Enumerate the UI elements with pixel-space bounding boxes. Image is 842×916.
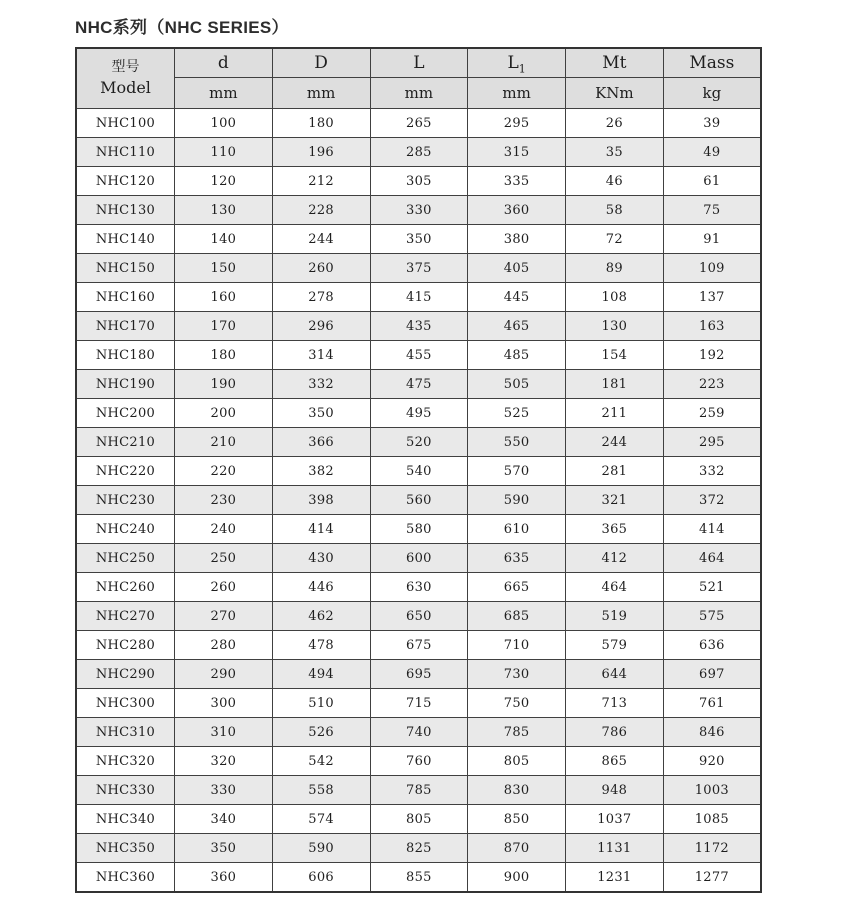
value-cell: 590 [272, 834, 370, 863]
value-cell: 550 [468, 428, 566, 457]
value-cell: 415 [370, 283, 468, 312]
value-cell: 89 [566, 254, 664, 283]
value-cell: 1131 [566, 834, 664, 863]
model-cell: NHC270 [76, 602, 175, 631]
value-cell: 636 [663, 631, 761, 660]
value-cell: 270 [175, 602, 273, 631]
value-cell: 75 [663, 196, 761, 225]
table-row-nhc320 [76, 747, 761, 776]
table-row-nhc130 [76, 196, 761, 225]
column-header-model [76, 48, 175, 109]
table-row-nhc210 [76, 428, 761, 457]
value-cell: 244 [566, 428, 664, 457]
table-row-nhc150 [76, 254, 761, 283]
value-cell: 46 [566, 167, 664, 196]
model-cell: NHC250 [76, 544, 175, 573]
value-cell: 332 [272, 370, 370, 399]
value-cell: 180 [272, 109, 370, 138]
column-label-mt: Mt [566, 48, 664, 78]
model-cell: NHC210 [76, 428, 175, 457]
table-row-nhc180 [76, 341, 761, 370]
model-cell: NHC220 [76, 457, 175, 486]
value-cell: 315 [468, 138, 566, 167]
value-cell: 494 [272, 660, 370, 689]
value-cell: 519 [566, 602, 664, 631]
value-cell: 685 [468, 602, 566, 631]
value-cell: 675 [370, 631, 468, 660]
value-cell: 730 [468, 660, 566, 689]
value-cell: 130 [175, 196, 273, 225]
table-row-nhc240 [76, 515, 761, 544]
value-cell: 579 [566, 631, 664, 660]
value-cell: 465 [468, 312, 566, 341]
table-row-nhc300 [76, 689, 761, 718]
value-cell: 542 [272, 747, 370, 776]
value-cell: 190 [175, 370, 273, 399]
value-cell: 558 [272, 776, 370, 805]
value-cell: 398 [272, 486, 370, 515]
table-row-nhc340 [76, 805, 761, 834]
value-cell: 710 [468, 631, 566, 660]
model-cell: NHC110 [76, 138, 175, 167]
value-cell: 850 [468, 805, 566, 834]
model-cell: NHC320 [76, 747, 175, 776]
value-cell: 574 [272, 805, 370, 834]
column-unit-knm-4: KNm [566, 78, 664, 109]
table-row-nhc110 [76, 138, 761, 167]
value-cell: 435 [370, 312, 468, 341]
value-cell: 72 [566, 225, 664, 254]
model-cell: NHC360 [76, 863, 175, 893]
value-cell: 478 [272, 631, 370, 660]
value-cell: 250 [175, 544, 273, 573]
value-cell: 295 [468, 109, 566, 138]
value-cell: 259 [663, 399, 761, 428]
table-row-nhc170 [76, 312, 761, 341]
value-cell: 462 [272, 602, 370, 631]
value-cell: 285 [370, 138, 468, 167]
value-cell: 560 [370, 486, 468, 515]
value-cell: 200 [175, 399, 273, 428]
model-cell: NHC180 [76, 341, 175, 370]
model-cell: NHC260 [76, 573, 175, 602]
table-row-nhc290 [76, 660, 761, 689]
value-cell: 100 [175, 109, 273, 138]
value-cell: 295 [663, 428, 761, 457]
value-cell: 240 [175, 515, 273, 544]
value-cell: 360 [175, 863, 273, 893]
value-cell: 160 [175, 283, 273, 312]
value-cell: 211 [566, 399, 664, 428]
model-cell: NHC290 [76, 660, 175, 689]
table-body [76, 109, 761, 893]
value-cell: 526 [272, 718, 370, 747]
value-cell: 300 [175, 689, 273, 718]
value-cell: 510 [272, 689, 370, 718]
column-label-d: d [175, 48, 273, 78]
value-cell: 414 [272, 515, 370, 544]
column-unit-mm-2: mm [370, 78, 468, 109]
value-cell: 196 [272, 138, 370, 167]
value-cell: 606 [272, 863, 370, 893]
value-cell: 140 [175, 225, 273, 254]
value-cell: 740 [370, 718, 468, 747]
value-cell: 713 [566, 689, 664, 718]
column-unit-mm-0: mm [175, 78, 273, 109]
value-cell: 846 [663, 718, 761, 747]
value-cell: 181 [566, 370, 664, 399]
value-cell: 805 [468, 747, 566, 776]
value-cell: 495 [370, 399, 468, 428]
table-row-nhc330 [76, 776, 761, 805]
value-cell: 61 [663, 167, 761, 196]
value-cell: 412 [566, 544, 664, 573]
value-cell: 223 [663, 370, 761, 399]
value-cell: 830 [468, 776, 566, 805]
value-cell: 296 [272, 312, 370, 341]
model-cell: NHC230 [76, 486, 175, 515]
value-cell: 265 [370, 109, 468, 138]
table-row-nhc260 [76, 573, 761, 602]
value-cell: 430 [272, 544, 370, 573]
value-cell: 446 [272, 573, 370, 602]
column-label-d: D [272, 48, 370, 78]
value-cell: 210 [175, 428, 273, 457]
table-row-nhc190 [76, 370, 761, 399]
value-cell: 260 [272, 254, 370, 283]
value-cell: 485 [468, 341, 566, 370]
value-cell: 1172 [663, 834, 761, 863]
value-cell: 58 [566, 196, 664, 225]
value-cell: 305 [370, 167, 468, 196]
value-cell: 464 [663, 544, 761, 573]
value-cell: 1037 [566, 805, 664, 834]
value-cell: 340 [175, 805, 273, 834]
value-cell: 332 [663, 457, 761, 486]
value-cell: 715 [370, 689, 468, 718]
value-cell: 785 [468, 718, 566, 747]
model-cell: NHC340 [76, 805, 175, 834]
table-row-nhc360 [76, 863, 761, 893]
model-cell: NHC330 [76, 776, 175, 805]
value-cell: 1277 [663, 863, 761, 893]
table-row-nhc280 [76, 631, 761, 660]
model-header-en: Model [100, 78, 151, 98]
value-cell: 350 [175, 834, 273, 863]
model-header-cn: 型号 [111, 59, 140, 76]
value-cell: 244 [272, 225, 370, 254]
value-cell: 108 [566, 283, 664, 312]
value-cell: 154 [566, 341, 664, 370]
value-cell: 228 [272, 196, 370, 225]
value-cell: 290 [175, 660, 273, 689]
value-cell: 180 [175, 341, 273, 370]
value-cell: 445 [468, 283, 566, 312]
value-cell: 1085 [663, 805, 761, 834]
value-cell: 163 [663, 312, 761, 341]
value-cell: 414 [663, 515, 761, 544]
table-row-nhc250 [76, 544, 761, 573]
value-cell: 372 [663, 486, 761, 515]
column-label-l: L [370, 48, 468, 78]
value-cell: 600 [370, 544, 468, 573]
value-cell: 644 [566, 660, 664, 689]
model-cell: NHC350 [76, 834, 175, 863]
value-cell: 192 [663, 341, 761, 370]
model-cell: NHC130 [76, 196, 175, 225]
value-cell: 525 [468, 399, 566, 428]
value-cell: 109 [663, 254, 761, 283]
value-cell: 281 [566, 457, 664, 486]
value-cell: 1231 [566, 863, 664, 893]
table-row-nhc160 [76, 283, 761, 312]
value-cell: 920 [663, 747, 761, 776]
value-cell: 150 [175, 254, 273, 283]
value-cell: 330 [175, 776, 273, 805]
value-cell: 805 [370, 805, 468, 834]
value-cell: 455 [370, 341, 468, 370]
value-cell: 590 [468, 486, 566, 515]
value-cell: 540 [370, 457, 468, 486]
value-cell: 120 [175, 167, 273, 196]
table-header [76, 48, 761, 109]
value-cell: 26 [566, 109, 664, 138]
value-cell: 382 [272, 457, 370, 486]
value-cell: 521 [663, 573, 761, 602]
value-cell: 761 [663, 689, 761, 718]
value-cell: 1003 [663, 776, 761, 805]
value-cell: 320 [175, 747, 273, 776]
header-label-row [76, 48, 761, 78]
value-cell: 785 [370, 776, 468, 805]
table-row-nhc200 [76, 399, 761, 428]
value-cell: 505 [468, 370, 566, 399]
value-cell: 575 [663, 602, 761, 631]
value-cell: 35 [566, 138, 664, 167]
value-cell: 170 [175, 312, 273, 341]
value-cell: 650 [370, 602, 468, 631]
value-cell: 366 [272, 428, 370, 457]
value-cell: 220 [175, 457, 273, 486]
value-cell: 260 [175, 573, 273, 602]
model-cell: NHC140 [76, 225, 175, 254]
table-row-nhc230 [76, 486, 761, 515]
table-row-nhc220 [76, 457, 761, 486]
value-cell: 750 [468, 689, 566, 718]
value-cell: 350 [370, 225, 468, 254]
value-cell: 580 [370, 515, 468, 544]
value-cell: 630 [370, 573, 468, 602]
value-cell: 870 [468, 834, 566, 863]
model-cell: NHC190 [76, 370, 175, 399]
value-cell: 314 [272, 341, 370, 370]
model-cell: NHC300 [76, 689, 175, 718]
model-cell: NHC160 [76, 283, 175, 312]
model-cell: NHC100 [76, 109, 175, 138]
value-cell: 137 [663, 283, 761, 312]
value-cell: 110 [175, 138, 273, 167]
value-cell: 825 [370, 834, 468, 863]
value-cell: 380 [468, 225, 566, 254]
model-cell: NHC120 [76, 167, 175, 196]
table-row-nhc120 [76, 167, 761, 196]
value-cell: 278 [272, 283, 370, 312]
value-cell: 760 [370, 747, 468, 776]
column-unit-mm-3: mm [468, 78, 566, 109]
model-cell: NHC150 [76, 254, 175, 283]
value-cell: 865 [566, 747, 664, 776]
model-cell: NHC200 [76, 399, 175, 428]
value-cell: 335 [468, 167, 566, 196]
nhc-spec-table [75, 47, 762, 893]
table-row-nhc350 [76, 834, 761, 863]
value-cell: 360 [468, 196, 566, 225]
value-cell: 786 [566, 718, 664, 747]
model-cell: NHC240 [76, 515, 175, 544]
value-cell: 91 [663, 225, 761, 254]
value-cell: 130 [566, 312, 664, 341]
table-row-nhc310 [76, 718, 761, 747]
table-row-nhc140 [76, 225, 761, 254]
value-cell: 405 [468, 254, 566, 283]
model-cell: NHC170 [76, 312, 175, 341]
column-label-mass: Mass [663, 48, 761, 78]
column-unit-kg-5: kg [663, 78, 761, 109]
value-cell: 855 [370, 863, 468, 893]
value-cell: 330 [370, 196, 468, 225]
value-cell: 280 [175, 631, 273, 660]
value-cell: 375 [370, 254, 468, 283]
value-cell: 464 [566, 573, 664, 602]
page-title: NHC系列（NHC SERIES） [75, 18, 289, 37]
value-cell: 365 [566, 515, 664, 544]
value-cell: 520 [370, 428, 468, 457]
column-unit-mm-1: mm [272, 78, 370, 109]
value-cell: 900 [468, 863, 566, 893]
value-cell: 948 [566, 776, 664, 805]
value-cell: 321 [566, 486, 664, 515]
table-row-nhc270 [76, 602, 761, 631]
column-label-subscript: 1 [518, 62, 526, 76]
value-cell: 310 [175, 718, 273, 747]
value-cell: 350 [272, 399, 370, 428]
value-cell: 570 [468, 457, 566, 486]
table-row-nhc100 [76, 109, 761, 138]
header-unit-row [76, 78, 761, 109]
model-cell: NHC280 [76, 631, 175, 660]
value-cell: 665 [468, 573, 566, 602]
value-cell: 610 [468, 515, 566, 544]
model-cell: NHC310 [76, 718, 175, 747]
column-label-l1: $L_1$ [468, 48, 566, 78]
value-cell: 49 [663, 138, 761, 167]
value-cell: 695 [370, 660, 468, 689]
value-cell: 230 [175, 486, 273, 515]
value-cell: 212 [272, 167, 370, 196]
value-cell: 39 [663, 109, 761, 138]
value-cell: 697 [663, 660, 761, 689]
value-cell: 475 [370, 370, 468, 399]
value-cell: 635 [468, 544, 566, 573]
